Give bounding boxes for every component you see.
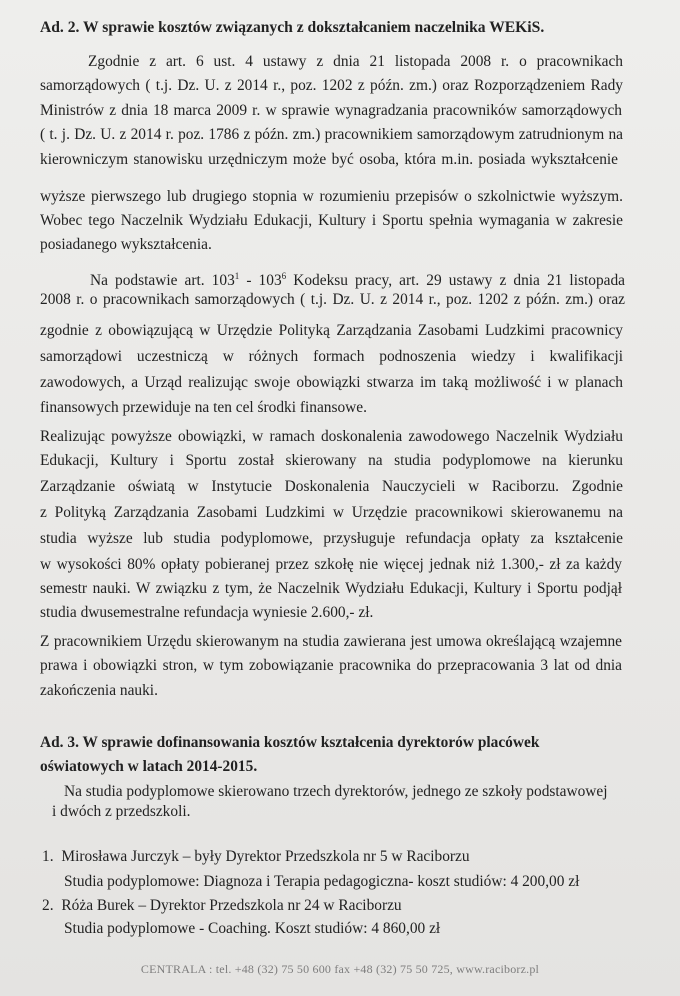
list-item-name: Róża Burek – Dyrektor Przedszkola nr 24 w Raciborzu xyxy=(61,897,402,914)
paragraph-line: i dwóch z przedszkoli. xyxy=(52,803,191,820)
paragraph-line: kierowniczym stanowisku urzędniczym może być osoba, która m.in. posiada wykształcenie xyxy=(40,151,618,168)
section-heading-ad2: Ad. 2. W sprawie kosztów związanych z dokształcaniem naczelnika WEKiS. xyxy=(40,19,545,36)
paragraph-line: samorządowych ( t.j. Dz. U. z 2014 r., poz. 1202 z późn. zm.) oraz Rozporządzeniem Rady xyxy=(40,77,623,94)
paragraph-line: Wobec tego Naczelnik Wydziału Edukacji, Kultury i Sportu spełnia wymagania w zakresie xyxy=(40,212,623,229)
list-item-detail: Studia podyplomowe: Diagnoza i Terapia pedagogiczna- koszt studiów: 4 200,00 zł xyxy=(64,873,580,890)
list-item xyxy=(42,847,680,867)
paragraph-line: samorządowi uczestniczą w różnych formach podnoszenia wiedzy i kwalifikacji xyxy=(40,348,623,365)
paragraph-line: prawa i obowiązki stron, w tym zobowiązanie pracownika do przepracowania 3 lat od dnia xyxy=(40,657,622,674)
paragraph-line: 2008 r. o pracownikach samorządowych ( t.j. Dz. U. z 2014 r., poz. 1202 z późn. zm.) oraz xyxy=(40,291,625,308)
text-run: - 103 xyxy=(239,272,282,290)
list-item-detail: Studia podyplomowe - Coaching. Koszt studiów: 4 860,00 zł xyxy=(64,920,441,937)
paragraph-line: z Polityką Zarządzania Zasobami Ludzkimi w Urzędzie pracownikowi skierowanemu na xyxy=(40,504,623,521)
paragraph-line: Na studia podyplomowe skierowano trzech dyrektorów, jednego ze szkoły podstawowej xyxy=(64,783,608,800)
paragraph-line: zakończenia nauki. xyxy=(40,682,158,699)
paragraph-line: zgodnie z obowiązującą w Urzędzie Polityką Zarządzania Zasobami Ludzkimi pracownicy xyxy=(40,322,623,339)
paragraph-line: Z pracownikiem Urzędu skierowanym na studia zawierana jest umowa określającą wzajemne xyxy=(40,633,622,650)
list-item-name: Mirosława Jurczyk – były Dyrektor Przedszkola nr 5 w Raciborzu xyxy=(61,848,470,865)
superscript: 1 xyxy=(234,271,240,281)
paragraph-line xyxy=(90,266,625,291)
superscript: 6 xyxy=(281,271,287,281)
paragraph-line: finansowych przewiduje na ten cel środki finansowe. xyxy=(40,399,367,416)
paragraph-line: Realizując powyższe obowiązki, w ramach doskonalenia zawodowego Naczelnik Wydziału xyxy=(40,428,623,445)
paragraph-line: ( t. j. Dz. U. z 2014 r. poz. 1786 z późn. zm.) pracownikiem samorządowym zatrudnionym na xyxy=(40,126,623,143)
list-number: 2. xyxy=(42,897,54,914)
paragraph-line: Edukacji, Kultury i Sportu został skierowany na studia podyplomowe na kierunku xyxy=(40,452,623,469)
paragraph-line: w wysokości 80% opłaty pobieranej przez szkołę nie więcej jednak niż 1.300,- zł za każdy xyxy=(40,556,622,573)
page-footer: CENTRALA : tel. +48 (32) 75 50 600 fax +48 (32) 75 50 725, www.raciborz.pl xyxy=(140,962,540,976)
paragraph-line: studia dwusemestralne refundacja wyniesie 2.600,- zł. xyxy=(40,604,374,621)
list-item xyxy=(42,896,680,916)
section-heading-ad3-cont: oświatowych w latach 2014-2015. xyxy=(40,758,258,775)
list-number: 1. xyxy=(42,848,54,865)
paragraph-line: Ministrów z dnia 18 marca 2009 r. w sprawie wynagradzania pracowników samorządowych xyxy=(40,102,622,119)
paragraph-line: zawodowych, a Urząd realizując swoje obowiązki stwarza im taką możliwość i w planach xyxy=(40,374,623,391)
paragraph-line: Zarządzanie oświatą w Instytucie Doskonalenia Nauczycieli w Raciborzu. Zgodnie xyxy=(40,478,623,495)
paragraph-line: Zgodnie z art. 6 ust. 4 ustawy z dnia 21 listopada 2008 r. o pracownikach xyxy=(88,53,623,70)
paragraph-line: wyższe pierwszego lub drugiego stopnia w rozumieniu przepisów o szkolnictwie wyższym. xyxy=(40,188,623,205)
paragraph-line: studia wyższe lub studia podyplomowe, przysługuje refundacja opłaty za kształcenie xyxy=(40,530,623,547)
text-run: Na podstawie art. 103 xyxy=(90,272,235,290)
text-run: Kodeksu pracy, art. 29 ustawy z dnia 21 listopada xyxy=(286,272,625,290)
paragraph-line: posiadanego wykształcenia. xyxy=(40,236,212,253)
section-heading-ad3: Ad. 3. W sprawie dofinansowania kosztów kształcenia dyrektorów placówek xyxy=(40,734,540,751)
paragraph-line: semestr nauki. W związku z tym, że Naczelnik Wydziału Edukacji, Kultury i Sportu podjął xyxy=(40,580,622,597)
